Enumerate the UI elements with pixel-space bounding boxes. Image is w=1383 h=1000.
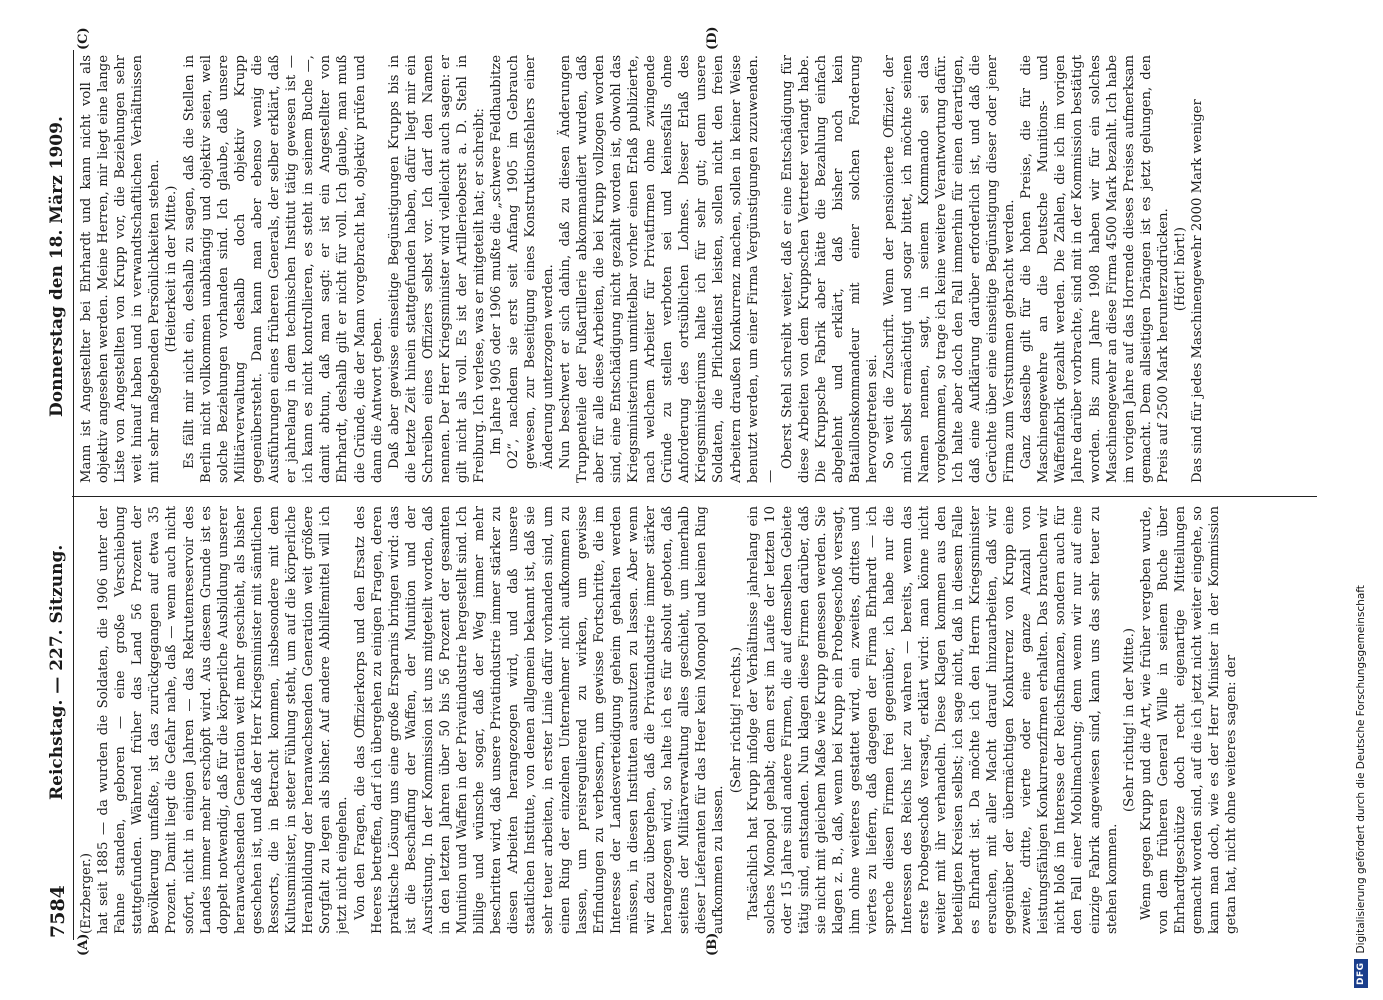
column-rule <box>72 496 1317 497</box>
paragraph: So weit die Zuschrift. Wenn der pensionierte Offizier, der mich selbst ermächtigt und sogar bittet, ich möchte seinen Namen nennen, sagt, in seinem Kommando sei das vorgekommen, so trage ich keine weitere Verantwortung dafür. Ich halte aber doch den Fall immerhin für einen derartigen, daß eine Aufklärung darüber erforderlich ist, und daß die Gerüchte über eine einseitige Begünstigung dieser oder jener Firma zum Verstummen gebracht werden. <box>882 55 1018 483</box>
paragraph: Oberst Stehl schreibt weiter, daß er eine Entschädigung für diese Arbeiten von dem Kruppschen Vertreter verlangt habe. Die Kruppsche Fabrik aber hätte die Bezahlung einfach abgelehnt und erklärt, daß bisher noch kein Bataillonskommandeur mit einer solchen Forderung hervorgetreten sei. <box>779 55 881 483</box>
paragraph: Wenn gegen Krupp und die Art, wie früher vergeben wurde, von dem früheren General Wille in seinem Buche über Ehrhardtgeschütze doch recht eigenartige Mitteilungen gemacht worden sind, auf die ich jetzt nicht weiter eingehe, so kann man doch, wie es der Herr Minister in der Kommission getan hat, nicht ohne weiteres sagen: der <box>1138 506 1240 934</box>
quotation: Im Jahre 1905 oder 1906 mußte die „schwere Feldhaubitze O2“, nachdem sie erst seit Anfang 1905 im Gebrauch gewesen, zur Beseitigung eines Konstruktionsfehlers einer Änderung unterzogen werden. <box>489 55 556 469</box>
paragraph: Es fällt mir nicht ein, deshalb zu sagen, daß die Stellen in Berlin nicht vollkommen unabhängig und objektiv seien, weil solche Beziehungen vorhanden sind. Ich glaube, daß unsere Militärverwaltung deshalb doch objektiv Krupp gegenübersteht. Dann kann man aber ebenso wenig die Ausführungen eines früheren Generals, der selber erklärt, daß er jahrelang in dem technischen Institut tätig gewesen ist — ich kann es nicht kontrollieren, es steht in seinem Buche —, damit abtun, daß man sagt: er ist ein Angestellter von Ehrhardt, deshalb gilt er nicht für voll. Ich glaube, man muß die Gründe, die der Mann vorgebracht hat, objektiv prüfen und dann die Antwort geben. <box>181 55 385 483</box>
paragraph: hat seit 1885 — da wurden die Soldaten, die 1906 unter der Fahne standen, geboren — eine große Verschiebung stattgefunden. Während früher das Land 56 Prozent der Bevölkerung umfaßte, ist das zurückgegangen auf etwa 35 Prozent. Damit liegt die Gefahr nahe, daß — wenn auch nicht sofort, nicht in einigen Jahren — das Rekrutenreservoir des Landes immer mehr erschöpft wird. Aus diesem Grunde ist es doppelt notwendig, daß für die körperliche Ausbildung unserer heranwachsenden Generation weit mehr geschieht, als bisher geschehen ist, und daß der Herr Kriegsminister mit sämtlichen Ressorts, die in Betracht kommen, insbesondere mit dem Kultusminister, in steter Fühlung steht, um auf die körperliche Heranbildung der heranwachsenden Generation weit größere Sorgfalt zu legen als bisher. Auf andere Abhilfemittel will ich jetzt nicht eingehen. <box>96 506 351 934</box>
margin-marker-a: (A) <box>76 933 91 956</box>
session-title: Reichstag. — 227. Sitzung. <box>47 544 67 800</box>
paragraph: Daß aber gewisse einseitige Begünstigungen Krupps bis in die letzte Zeit hinein stattgefunden haben, dafür liegt mir ein Schreiben eines Offiziers selbst vor. Ich darf den Namen nennen. Der Herr Kriegsminister wird vielleicht auch sagen: er gilt nicht als voll. Es ist der Artillerieoberst a. D. Stehl in Freiburg. Ich verlese, was er mitgeteilt hat; er schreibt: <box>386 55 488 483</box>
page-number: 7584 <box>47 885 69 938</box>
paragraph: Ganz dasselbe gilt für die hohen Preise, die für die Maschinengewehre an die Deutsche Munitions- und Waffenfabrik gezahlt werden. Die Zahlen, die ich im vorigen Jahre darüber vorbrachte, sind mit in der Kommission bestätigt worden. Bis zum Jahre 1908 haben wir für ein solches Maschinengewehr an diese Firma 4500 Mark bezahlt. Ich habe im vorigen Jahre auf das Horrende dieses Preises aufmerksam gemacht. Dem allseitigen Drängen ist es jetzt gelungen, den Preis auf 2500 Mark herunterzudrücken. <box>1019 55 1171 483</box>
session-date: Donnerstag den 18. März 1909. <box>47 116 67 417</box>
dfg-logo: DFG <box>1354 959 1368 988</box>
left-column <box>78 506 1310 934</box>
interjection: (Heiterkeit in der Mitte.) <box>164 185 180 353</box>
digitization-credit <box>1351 12 1371 988</box>
margin-marker-d: (D) <box>705 26 720 50</box>
margin-marker-b: (B) <box>705 932 720 956</box>
margin-marker-c: (C) <box>76 27 91 50</box>
paragraph: Das sind für jedes Maschinengewehr 2000 Mark weniger <box>1190 99 1206 483</box>
paragraph: Mann ist Angestellter bei Ehrhardt und kann nicht voll als objektiv angesehen werden. Meine Herren, mir liegt eine lange Liste von Angestellten von Krupp vor, die Beziehungen sehr weit hinauf haben und in verwandtschaftlichen Verhältnissen mit sehr maßgebenden Persönlichkeiten stehen. <box>79 55 163 483</box>
paragraph: Tatsächlich hat Krupp infolge der Verhältnisse jahrelang ein solches Monopol gehabt; denn erst im Laufe der letzten 10 oder 15 Jahre sind andere Firmen, die auf demselben Gebiete tätig sind, entstanden. Nun klagen diese Firmen darüber, daß sie nicht mit gleichem Maße wie Krupp gemessen werden. Sie klagen z. B., daß, wenn bei Krupp ein Probegeschoß versagt, ihm ohne weiteres gestattet wird, ein zweites, drittes und viertes zu liefern, daß dagegen der Firma Ehrhardt — ich spreche diesen Firmen frei gegenüber, ich habe nur die Interessen des Reichs hier zu wahren — bereits, wenn das erste Probegeschoß versagt, erklärt wird: man könne nicht weiter mit ihr verhandeln. Diese Klagen kommen aus den beteiligten Kreisen selbst; ich sage nicht, daß in diesem Falle es Ehrhardt ist. Da möchte ich den Herrn Kriegsminister ersuchen, mit aller Macht darauf hinzuarbeiten, daß wir gegenüber der übermächtigen Konkurrenz von Krupp eine zweite, dritte, vierte oder eine ganze Anzahl von leistungsfähigen Konkurrenzfirmen erhalten. Das brauchen wir nicht bloß im Interesse der Reichsfinanzen, sondern auch für den Fall einer Mobilmachung; denn wenn wir nur auf eine einzige Fabrik angewiesen sind, kann uns das sehr teuer zu stehen kommen. <box>745 506 1120 934</box>
header-rule <box>73 50 74 940</box>
paragraph: Von den Fragen, die das Offizierkorps und den Ersatz des Heeres betreffen, darf ich übergehen zu einigen Fragen, deren praktische Lösung uns eine große Ersparnis bringen wird: das ist die Beschaffung der Waffen, der Munition und der Ausrüstung. In der Kommission ist uns mitgeteilt worden, daß in den letzten Jahren über 50 bis 56 Prozent der gesamten Munition und Waffen in der Privatindustrie hergestellt sind. Ich billige und wünsche sogar, daß der Weg immer mehr beschritten wird, daß unsere Privatindustrie immer stärker zu diesen Arbeiten herangezogen wird, und daß unsere staatlichen Institute, von denen allgemein bekannt ist, daß sie sehr teuer arbeiten, in erster Linie dafür vorhanden sind, um einen Ring der einzelnen Unternehmer nicht aufkommen zu lassen, um preisregulierend zu wirken, um gewisse Erfindungen zu verbessern, um gewisse Fortschritte, die im Interesse der Landesverteidigung geheim gehalten werden müssen, in diesen Instituten ausnutzen zu lassen. Aber wenn wir dazu übergehen, daß die Privatindustrie immer stärker herangezogen wird, so halte ich es für absolut geboten, daß seitens der Militärverwaltung alles geschieht, um innerhalb dieser Lieferanten für das Heer kein Monopol und keinen Ring aufkommen zu lassen. <box>352 506 727 934</box>
right-column <box>78 55 1310 483</box>
interjection: (Hört! hört!) <box>1173 226 1188 312</box>
interjection: (Sehr richtig! rechts.) <box>728 646 744 794</box>
paragraph: Nun beschwert er sich dahin, daß zu diesen Änderungen Truppenteile der Fußartillerie abkommandiert wurden, daß aber für alle diese Arbeiten, die bei Krupp vollzogen worden sind, eine Entschädigung nicht gezahlt worden ist, obwohl das Kriegsministerium unmittelbar vorher einen Erlaß publizierte, nach welchem Arbeiter für Privatfirmen ohne zwingende Gründe zu stellen verboten sei und keinesfalls ohne Anforderung des ortsüblichen Lohnes. Dieser Erlaß des Kriegsministeriums halte ich für sehr gut; denn unsere Soldaten, die Pflichtdienst leisten, sollen nicht den freien Arbeitern draußen Konkurrenz machen, sollen in keiner Weise benutzt werden, um einer Firma Vergünstigungen zuzuwenden. — <box>557 55 778 483</box>
credit-text: Digitalisierung gefördert durch die Deutsche Forschungsgemeinschaft <box>1355 585 1367 954</box>
speaker-label: (Erzberger.) <box>79 852 94 934</box>
interjection: (Sehr richtig! in der Mitte.) <box>1121 628 1137 812</box>
